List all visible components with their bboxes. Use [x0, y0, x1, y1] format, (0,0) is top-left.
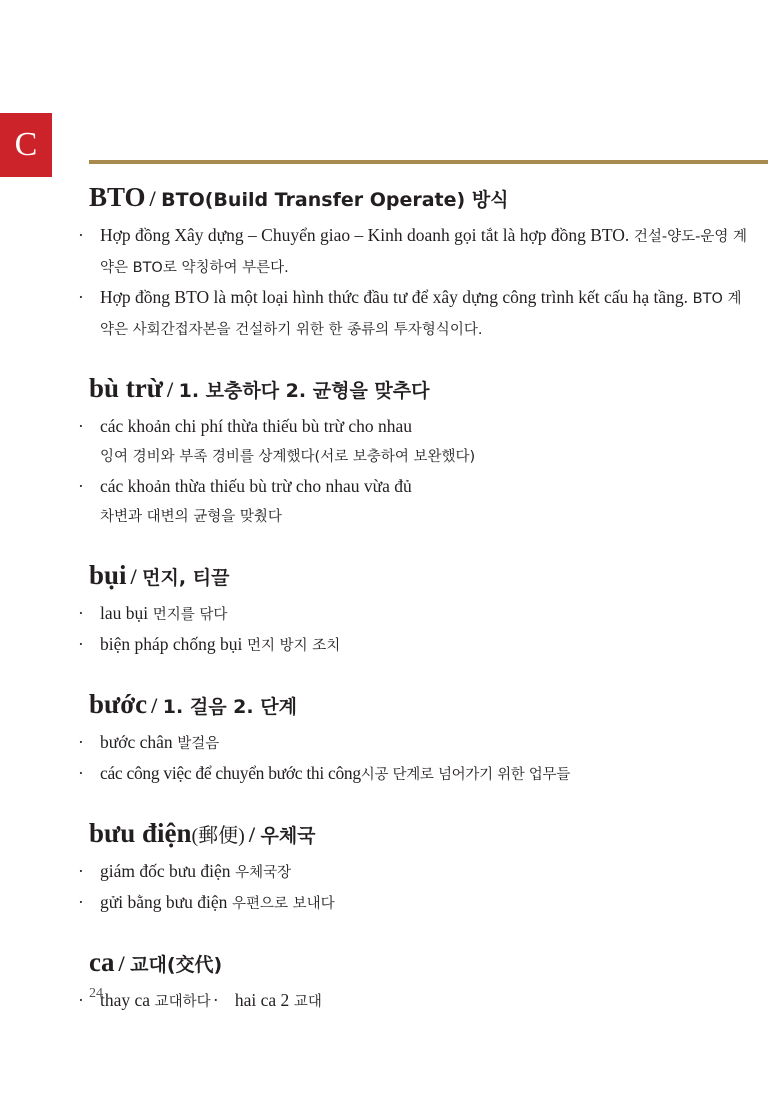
- example-vi: các công việc để chuyển bước thi công: [100, 763, 361, 783]
- example: · các công việc để chuyển bước thi công시공 단계로 넘어가기 위한 업무들: [78, 763, 570, 783]
- entry-head: [89, 556, 749, 599]
- example: · bước chân 발걸음: [78, 732, 220, 752]
- section-tab: C: [0, 113, 52, 177]
- separator: /: [151, 693, 163, 718]
- entry-head: [89, 814, 749, 857]
- example-vi: các khoản chi phí thừa thiếu bù trừ cho nhau: [100, 416, 413, 436]
- example-ko: 우편으로 보내다: [227, 896, 335, 912]
- separator: /: [130, 564, 143, 589]
- example-vi: Hợp đồng Xây dựng – Chuyển giao – Kinh doanh gọi tắt là hợp đồng BTO.: [100, 225, 630, 245]
- entry-meaning: 1. 보충하다 2. 균형을 맞추다: [178, 380, 430, 402]
- example-vi: các khoản thừa thiếu bù trừ cho nhau vừa đủ: [100, 476, 412, 496]
- example-ko: 먼지 방지 조치: [242, 638, 341, 654]
- example: · các khoản thừa thiếu bù trừ cho nhau vừa đủ 차변과 대변의 균형을 맞췄다: [78, 476, 412, 525]
- example-vi: giám đốc bưu điện: [100, 861, 231, 881]
- entry-meaning: 먼지, 티끌: [142, 567, 230, 589]
- example-ko: 교대하다: [150, 994, 211, 1010]
- entry-term: bù trừ: [89, 373, 163, 403]
- example-vi: lau bụi: [100, 603, 149, 623]
- entry-head: [89, 685, 749, 728]
- example-vi: biện pháp chống bụi: [100, 634, 243, 654]
- example: · Hợp đồng BTO là một loại hình thức đầu tư để xây dựng công trình kết cấu hạ tầng. BTO 계약은 사회간접자본을 건설하기 위한 한 종류의 투자형식이다.: [78, 287, 742, 338]
- example-ko: 먼지를 닦다: [148, 607, 228, 623]
- example: · lau bụi 먼지를 닦다: [78, 603, 228, 623]
- example-vi: hai ca 2: [234, 990, 290, 1010]
- example-ko: 건설-양도-운영 계약은 BTO로 약칭하여 부른다.: [100, 229, 748, 276]
- entry-term: bụi: [89, 560, 127, 590]
- entry-term: bước: [89, 689, 148, 719]
- example: · Hợp đồng Xây dựng – Chuyển giao – Kinh doanh gọi tắt là hợp đồng BTO. 건설-양도-운영 계약은 BTO로 약칭하여 부른다.: [78, 225, 748, 276]
- example-ko: 잉여 경비와 부족 경비를 상계했다(서로 보충하여 보완했다): [100, 449, 476, 465]
- separator: /: [149, 186, 162, 211]
- example-vi: gửi bằng bưu điện: [100, 892, 228, 912]
- example: · gửi bằng bưu điện 우편으로 보내다: [78, 892, 335, 912]
- example: · các khoản chi phí thừa thiếu bù trừ cho nhau 잉여 경비와 부족 경비를 상계했다(서로 보충하여 보완했다): [78, 416, 476, 465]
- entry-bto: [78, 178, 749, 345]
- example: · giám đốc bưu điện 우체국장: [78, 861, 292, 881]
- example: · thay ca 교대하다 · hai ca 2 교대: [78, 990, 322, 1010]
- example-ko: 차변과 대변의 균형을 맞췄다: [100, 509, 282, 525]
- entry-hanja: (郵便): [191, 825, 245, 847]
- entry-meaning: BTO(Build Transfer Operate) 방식: [161, 189, 509, 211]
- entry-meaning: 우체국: [260, 825, 316, 847]
- entry-head: [89, 369, 749, 412]
- example-ko: 교대: [289, 994, 322, 1010]
- example: · biện pháp chống bụi 먼지 방지 조치: [78, 634, 341, 654]
- entry-head: [89, 178, 749, 221]
- dictionary-entries: [78, 178, 749, 1017]
- separator: /: [118, 951, 131, 976]
- separator: /: [166, 377, 179, 402]
- example-ko: 발걸음: [172, 736, 220, 752]
- entry-ca: [78, 943, 749, 1017]
- separator: /: [248, 822, 261, 847]
- entry-buu-dien: [78, 814, 749, 919]
- example-vi: bước chân: [100, 732, 173, 752]
- example-ko: BTO 계약은 사회간접자본을 건설하기 위한 한 종류의 투자형식이다.: [100, 291, 742, 338]
- example-vi: Hợp đồng BTO là một loại hình thức đầu tư để xây dựng công trình kết cấu hạ tầng.: [100, 287, 689, 307]
- example-ko: 우체국장: [230, 865, 292, 881]
- entry-bui: [78, 556, 749, 661]
- entry-head: [89, 943, 749, 986]
- entry-buoc: [78, 685, 749, 790]
- entry-bu-tru: [78, 369, 749, 532]
- header-rule: [89, 160, 768, 164]
- example-vi: thay ca: [100, 990, 151, 1010]
- page-number: 24: [89, 986, 103, 1001]
- example-ko: 시공 단계로 넘어가기 위한 업무들: [360, 767, 570, 783]
- entry-term: BTO: [89, 182, 146, 212]
- entry-term: ca: [89, 947, 115, 977]
- entry-meaning: 교대(交代): [130, 954, 223, 976]
- entry-meaning: 1. 걸음 2. 단계: [162, 696, 297, 718]
- entry-term: bưu điện: [89, 818, 192, 848]
